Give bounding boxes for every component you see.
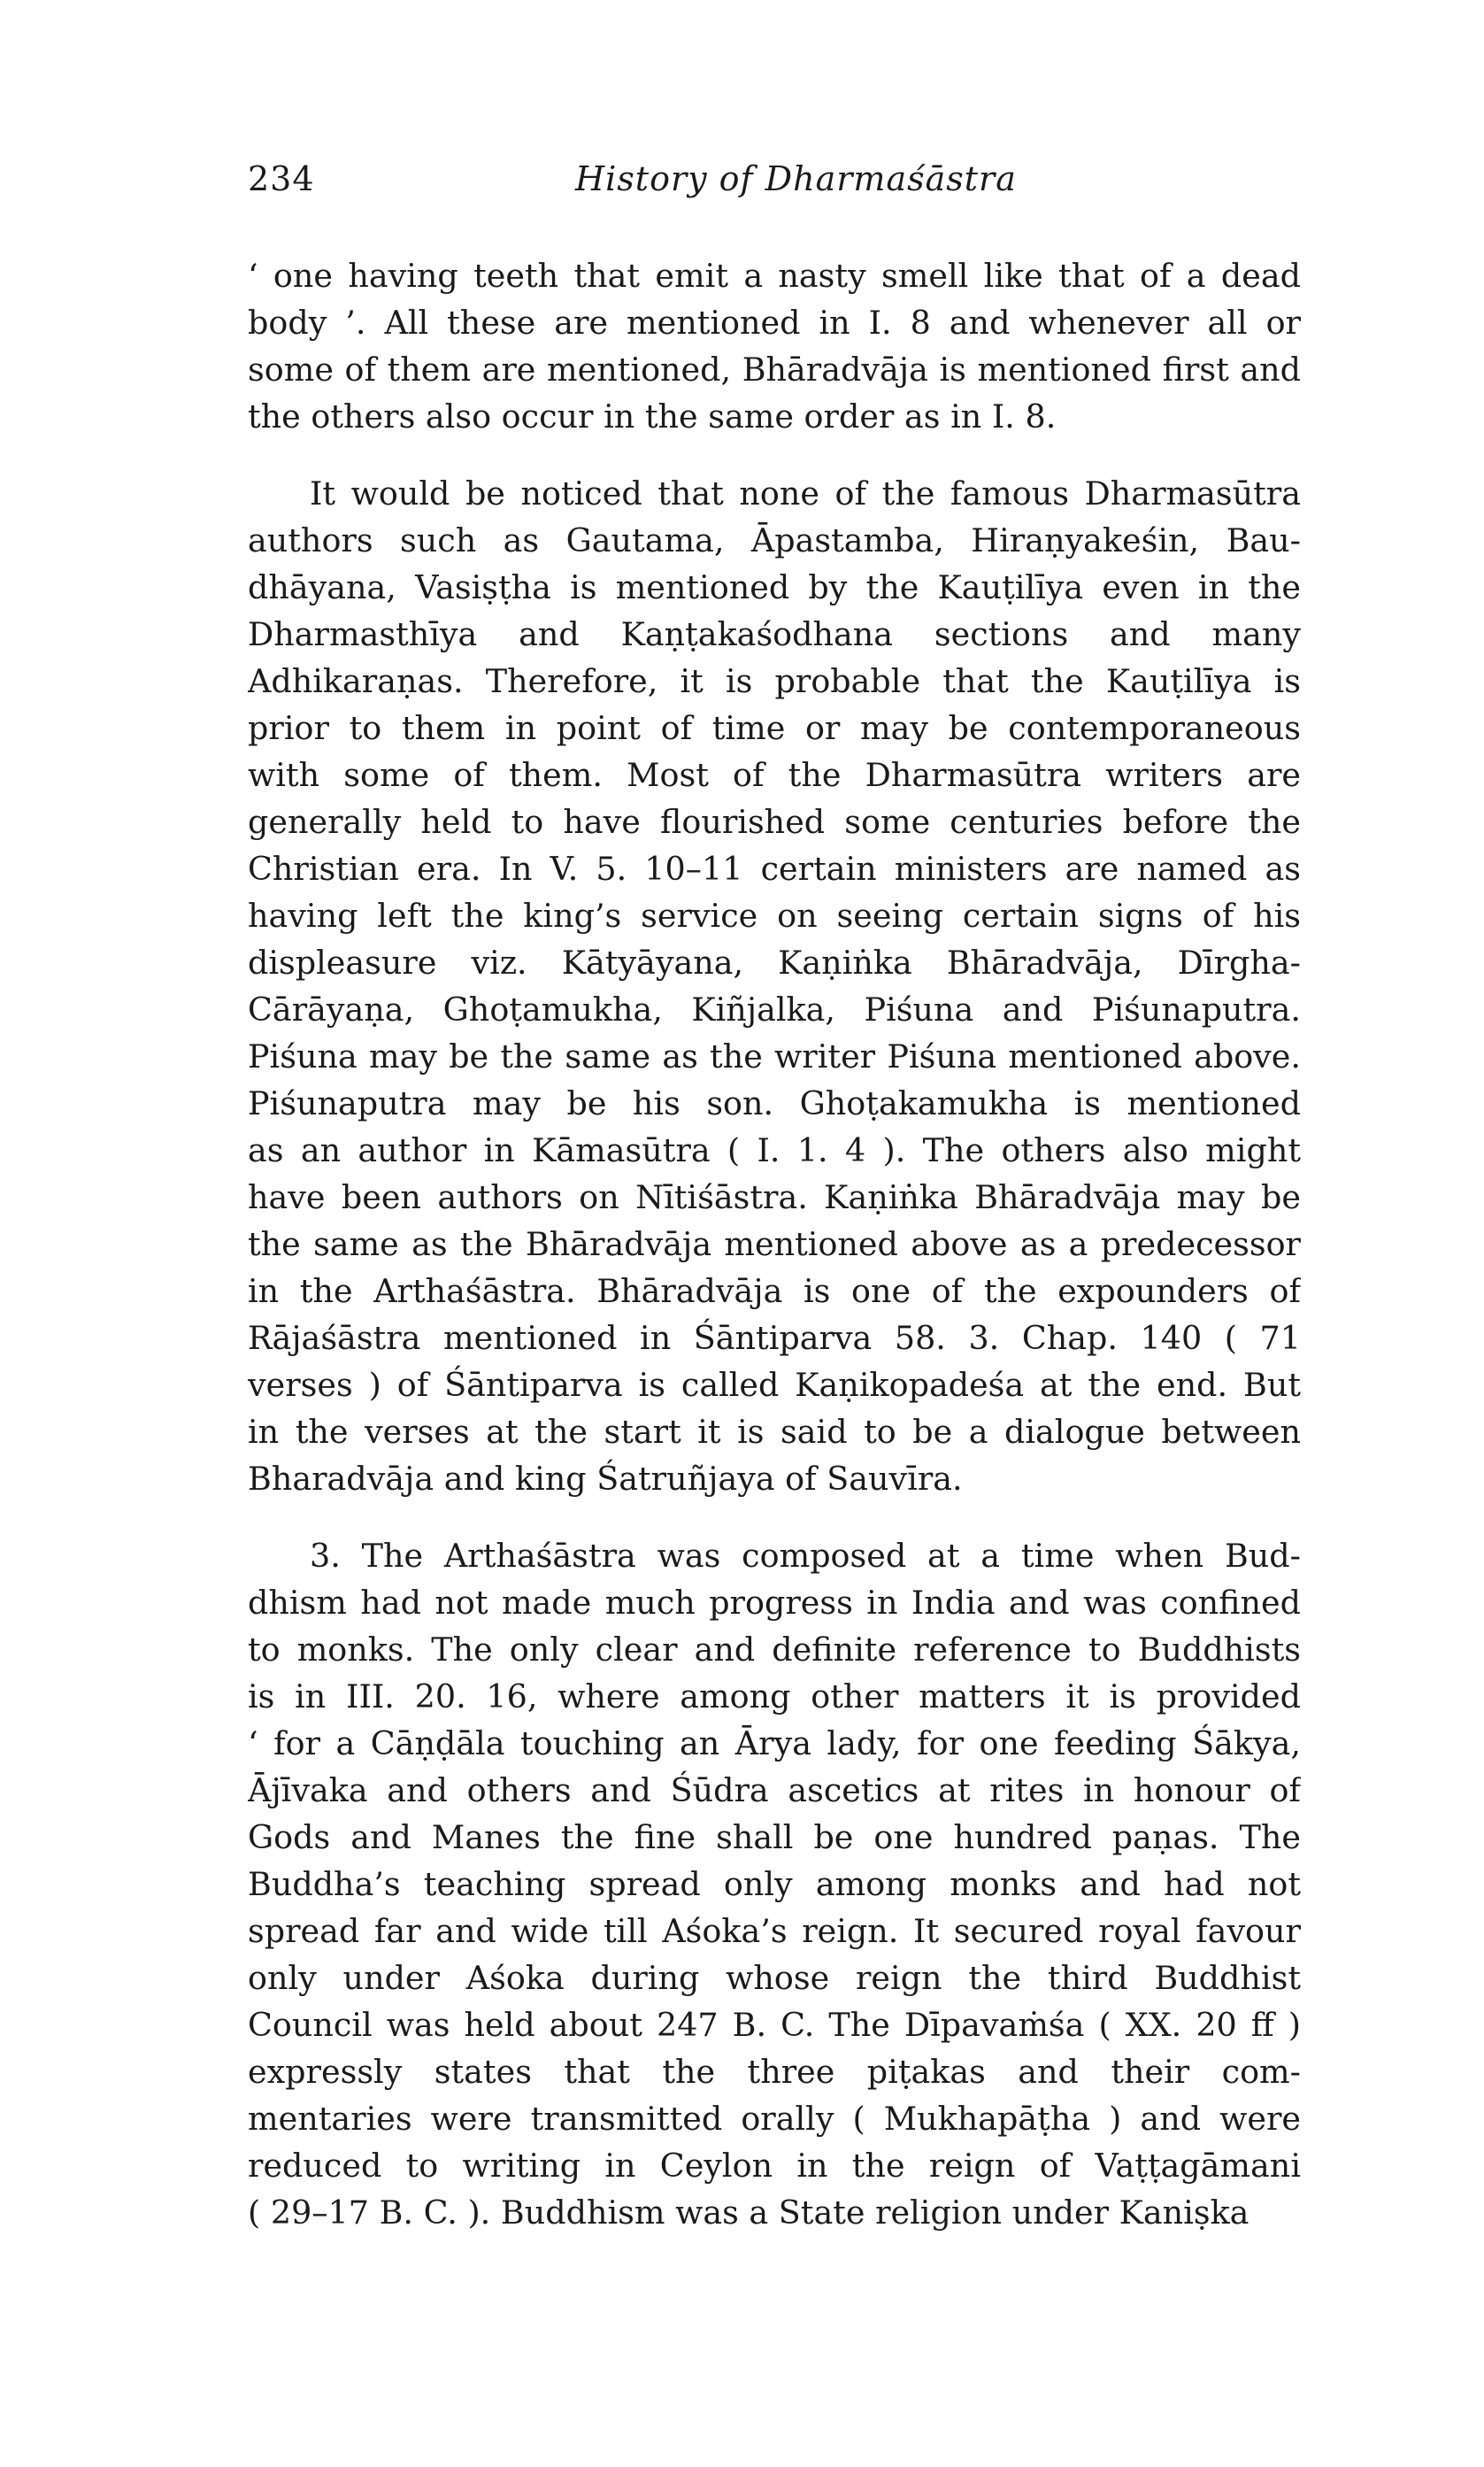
text-line: Bharadvāja and king Śatruñjaya of Sauvīra. [248, 1460, 963, 1498]
paragraph [248, 252, 1301, 440]
text-line: Gods and Manes the fine shall be one hundred paṇas. The [248, 1818, 1301, 1856]
text-line: displeasure viz. Kātyāyana, Kaṇiṅka Bhāradvāja, Dīrgha- [248, 944, 1301, 982]
running-title: History of Dharmaśāstra [575, 159, 1017, 198]
text-line: Cārāyaṇa, Ghoṭamukha, Kiñjalka, Piśuna and Piśunaputra. [248, 991, 1301, 1029]
paragraph [248, 470, 1301, 1502]
text-line: in the verses at the start it is said to be a dialogue between [248, 1413, 1301, 1451]
text-line: spread far and wide till Aśoka’s reign. It secured royal favour [248, 1912, 1301, 1950]
text-line: reduced to writing in Ceylon in the reign of Vaṭṭagāmani [248, 2147, 1301, 2185]
text-line: generally held to have flourished some centuries before the [248, 803, 1301, 841]
text-line: ‘ for a Cāṇḍāla touching an Ārya lady, for one feeding Śākya, [248, 1724, 1301, 1762]
text-line: to monks. The only clear and definite reference to Buddhists [248, 1631, 1301, 1669]
text-line: the others also occur in the same order as in I. 8. [248, 397, 1057, 436]
text-line: having left the king’s service on seeing certain signs of his [248, 897, 1301, 935]
paragraph [248, 1532, 1301, 2236]
text-line: Piśunaputra may be his son. Ghoṭakamukha is mentioned [248, 1084, 1301, 1122]
text-line: ( 29–17 B. C. ). Buddhism was a State religion under Kaniṣka [248, 2193, 1249, 2232]
text-line: Ājīvaka and others and Śūdra ascetics at rites in honour of [248, 1771, 1301, 1809]
text-line: body ’. All these are mentioned in I. 8 and whenever all or [248, 304, 1301, 342]
text-line: the same as the Bhāradvāja mentioned above as a predecessor [248, 1225, 1301, 1263]
text-line: authors such as Gautama, Āpastamba, Hiraṇyakeśin, Bau- [248, 521, 1301, 559]
text-line: prior to them in point of time or may be contemporaneous [248, 709, 1301, 747]
text-line: It would be noticed that none of the famous Dharmasūtra [310, 474, 1301, 513]
text-line: dhāyana, Vasiṣṭha is mentioned by the Kauṭilīya even in the [248, 568, 1301, 606]
text-line: is in III. 20. 16, where among other matters it is provided [248, 1677, 1301, 1715]
text-line: in the Arthaśāstra. Bhāradvāja is one of the expounders of [248, 1272, 1301, 1310]
text-line: ‘ one having teeth that emit a nasty smell like that of a dead [248, 257, 1301, 295]
body-text [248, 252, 1301, 2236]
text-line: as an author in Kāmasūtra ( I. 1. 4 ). The others also might [248, 1131, 1301, 1169]
text-line: Piśuna may be the same as the writer Piśuna mentioned above. [248, 1037, 1301, 1075]
text-line: with some of them. Most of the Dharmasūtra writers are [248, 756, 1301, 794]
text-line: Dharmasthīya and Kaṇṭakaśodhana sections and many [248, 615, 1301, 653]
page-number: 234 [248, 159, 315, 198]
text-line: dhism had not made much progress in India and was confined [248, 1584, 1301, 1622]
text-line: Council was held about 247 B. C. The Dīpavaṁśa ( XX. 20 ff ) [248, 2006, 1301, 2044]
text-line: 3. The Arthaśāstra was composed at a time when Bud- [310, 1537, 1301, 1575]
text-line: have been authors on Nītiśāstra. Kaṇiṅka Bhāradvāja may be [248, 1178, 1301, 1216]
text-line: Rājaśāstra mentioned in Śāntiparva 58. 3. Chap. 140 ( 71 [248, 1319, 1301, 1357]
text-line: Adhikaraṇas. Therefore, it is probable that the Kauṭilīya is [248, 662, 1301, 700]
text-line: Christian era. In V. 5. 10–11 certain ministers are named as [248, 850, 1301, 888]
text-line: mentaries were transmitted orally ( Mukhapāṭha ) and were [248, 2100, 1301, 2138]
text-line: some of them are mentioned, Bhāradvāja is mentioned first and [248, 351, 1301, 389]
text-line: Buddha’s teaching spread only among monks and had not [248, 1865, 1301, 1903]
text-line: only under Aśoka during whose reign the third Buddhist [248, 1959, 1301, 1997]
running-head [248, 159, 1310, 212]
text-line: expressly states that the three piṭakas and their com- [248, 2053, 1301, 2091]
text-line: verses ) of Śāntiparva is called Kaṇikopadeśa at the end. But [248, 1366, 1301, 1404]
